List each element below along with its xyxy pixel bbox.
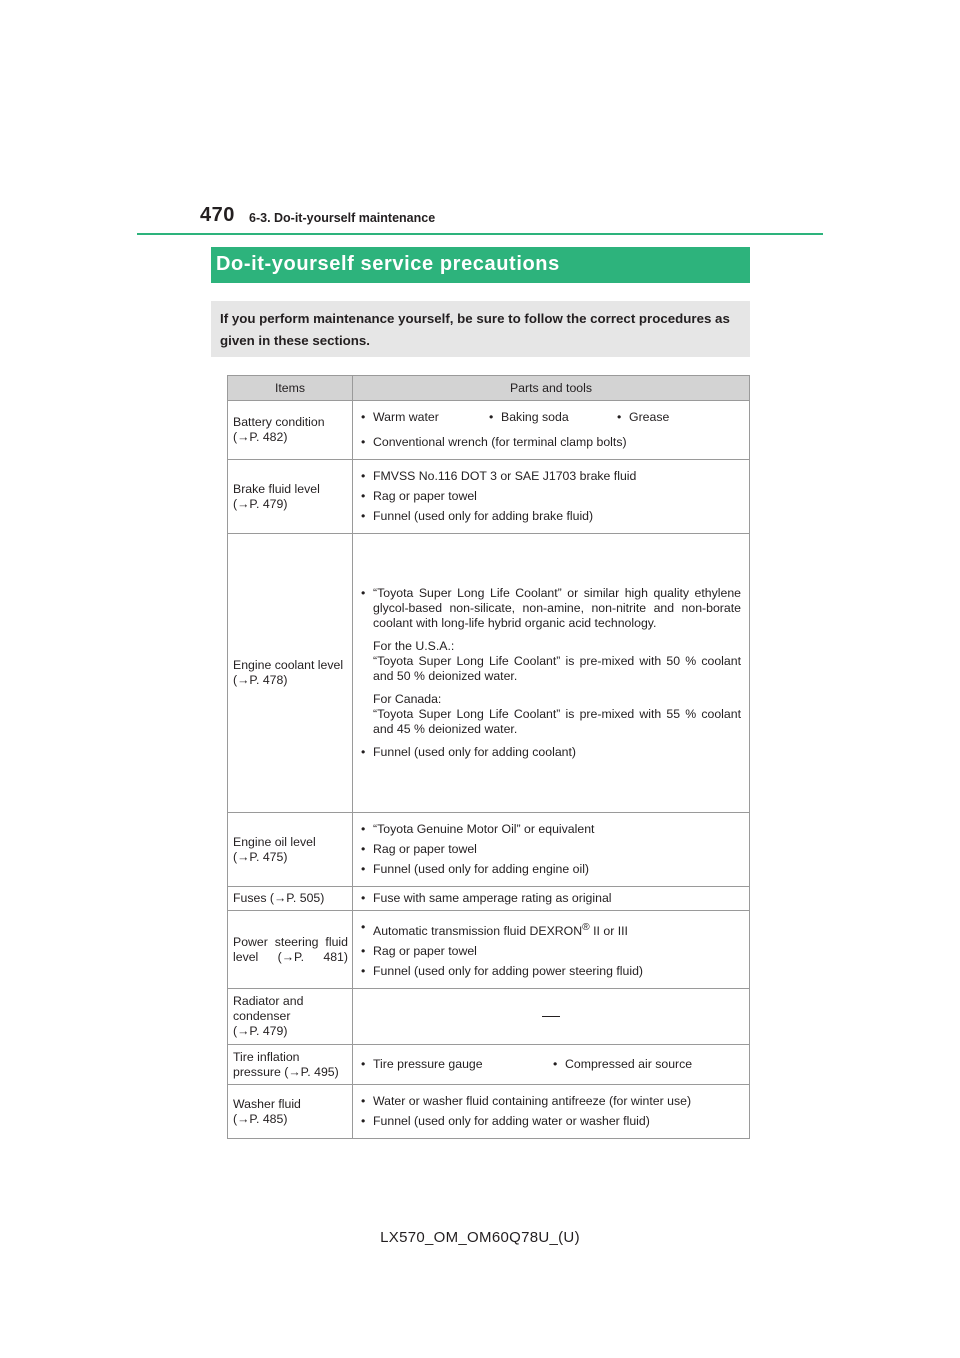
list-item: • Funnel (used only for adding brake fluid) — [361, 509, 741, 524]
page-reference: (→P. 479) — [233, 1024, 288, 1039]
item-label: Engine coolant level — [233, 658, 344, 672]
parts-cell — [353, 1085, 750, 1139]
page-reference: (→P. 485) — [233, 1111, 288, 1126]
item-label: Washer fluid — [233, 1096, 301, 1111]
list-item: • Funnel (used only for adding coolant) — [361, 745, 741, 760]
item-cell — [228, 1085, 353, 1139]
section-heading: 6-3. Do-it-yourself maintenance — [249, 211, 436, 225]
list-item: • Funnel (used only for adding water or washer fluid) — [361, 1114, 741, 1129]
intro-box — [211, 301, 750, 357]
usa-text: “Toyota Super Long Life Coolant” is pre-mixed with 50 % coolant and 50 % deionized water. — [373, 654, 741, 683]
list-item: • Fuse with same amperage rating as original — [361, 891, 741, 906]
table-row — [228, 911, 750, 989]
list-item: • Tire pressure gauge — [361, 1057, 553, 1072]
usa-label: For the U.S.A.: — [373, 639, 455, 653]
parts-cell — [353, 534, 750, 813]
list-item: • Rag or paper towel — [361, 489, 741, 504]
parts-cell — [353, 813, 750, 887]
table-row — [228, 460, 750, 534]
page-title: Do-it-yourself service precautions — [211, 247, 750, 283]
parts-cell — [353, 989, 750, 1045]
table-header-row — [228, 376, 750, 401]
list-item: • Baking soda — [489, 410, 617, 425]
column-header-parts: Parts and tools — [353, 376, 750, 401]
table-row — [228, 534, 750, 813]
registered-mark: ® — [582, 922, 590, 933]
table-row — [228, 1045, 750, 1085]
parts-cell — [353, 460, 750, 534]
list-item: • “Toyota Super Long Life Coolant” or similar high quality ethylene glycol-based non-silicate, non-amine, non-nitrite and non-borate coolant with long-life hybrid organic acid technology. — [361, 586, 741, 631]
list-item: • Grease — [617, 410, 669, 425]
list-item: • FMVSS No.116 DOT 3 or SAE J1703 brake fluid — [361, 469, 741, 484]
footer-code: LX570_OM_OM60Q78U_(U) — [380, 1229, 580, 1246]
item-cell — [228, 911, 353, 989]
parts-cell — [353, 887, 750, 911]
item-cell — [228, 813, 353, 887]
item-cell — [228, 534, 353, 813]
item-cell — [228, 460, 353, 534]
list-item: • Rag or paper towel — [361, 842, 741, 857]
item-label: Tire inflation — [233, 1049, 300, 1064]
parts-row — [361, 405, 741, 430]
item-label: Fuses (→P. 505) — [233, 891, 325, 905]
item-label: Power steering fluid level (→P. 481) — [233, 934, 348, 964]
table-row — [228, 1085, 750, 1139]
intro-text: If you perform maintenance yourself, be sure to follow the correct procedures as given in these sections. — [220, 311, 730, 348]
parts-row — [361, 1052, 741, 1077]
canada-text: “Toyota Super Long Life Coolant” is pre-mixed with 55 % coolant and 45 % deionized water. — [373, 707, 741, 736]
table-row — [228, 401, 750, 460]
item-cell — [228, 989, 353, 1045]
usa-note — [361, 639, 741, 684]
table-row — [228, 989, 750, 1045]
item-label: Engine oil level — [233, 834, 316, 849]
header-rule — [137, 233, 823, 235]
list-item: • Warm water — [361, 410, 489, 425]
item-label: Radiator and — [233, 994, 304, 1009]
canada-label: For Canada: — [373, 692, 442, 706]
item-label: Battery condition — [233, 415, 325, 429]
fluid-name: Automatic transmission fluid DEXRON — [373, 924, 583, 939]
list-item: • Conventional wrench (for terminal clamp bolts) — [361, 435, 741, 450]
parts-cell — [353, 911, 750, 989]
list-item: • Water or washer fluid containing antifreeze (for winter use) — [361, 1094, 741, 1109]
item-label: condenser — [233, 1009, 291, 1024]
item-label: Brake fluid level — [233, 481, 320, 496]
table-row — [228, 813, 750, 887]
none-dash — [542, 1016, 560, 1017]
canada-note — [361, 692, 741, 737]
item-cell — [228, 1045, 353, 1085]
item-cell — [228, 887, 353, 911]
parts-cell — [353, 401, 750, 460]
page-reference: (→P. 475) — [233, 849, 288, 864]
list-item — [361, 920, 741, 939]
list-item: • Rag or paper towel — [361, 944, 741, 959]
table-row — [228, 887, 750, 911]
page-reference: (→P. 479) — [233, 496, 288, 511]
page-number: 470 — [200, 204, 235, 226]
parts-cell — [353, 1045, 750, 1085]
list-item: • Funnel (used only for adding engine oil) — [361, 862, 741, 877]
column-header-items: Items — [228, 376, 353, 401]
fluid-grade: II or III — [589, 924, 628, 939]
list-item: • Funnel (used only for adding power steering fluid) — [361, 964, 741, 979]
list-item: • “Toyota Genuine Motor Oil” or equivalent — [361, 822, 741, 837]
item-label: pressure (→P. 495) — [233, 1064, 339, 1079]
item-cell — [228, 401, 353, 460]
parts-table — [227, 375, 750, 1139]
list-item: • Compressed air source — [553, 1057, 692, 1072]
page-reference: (→P. 482) — [233, 430, 288, 444]
page-reference: (→P. 478) — [233, 673, 288, 687]
